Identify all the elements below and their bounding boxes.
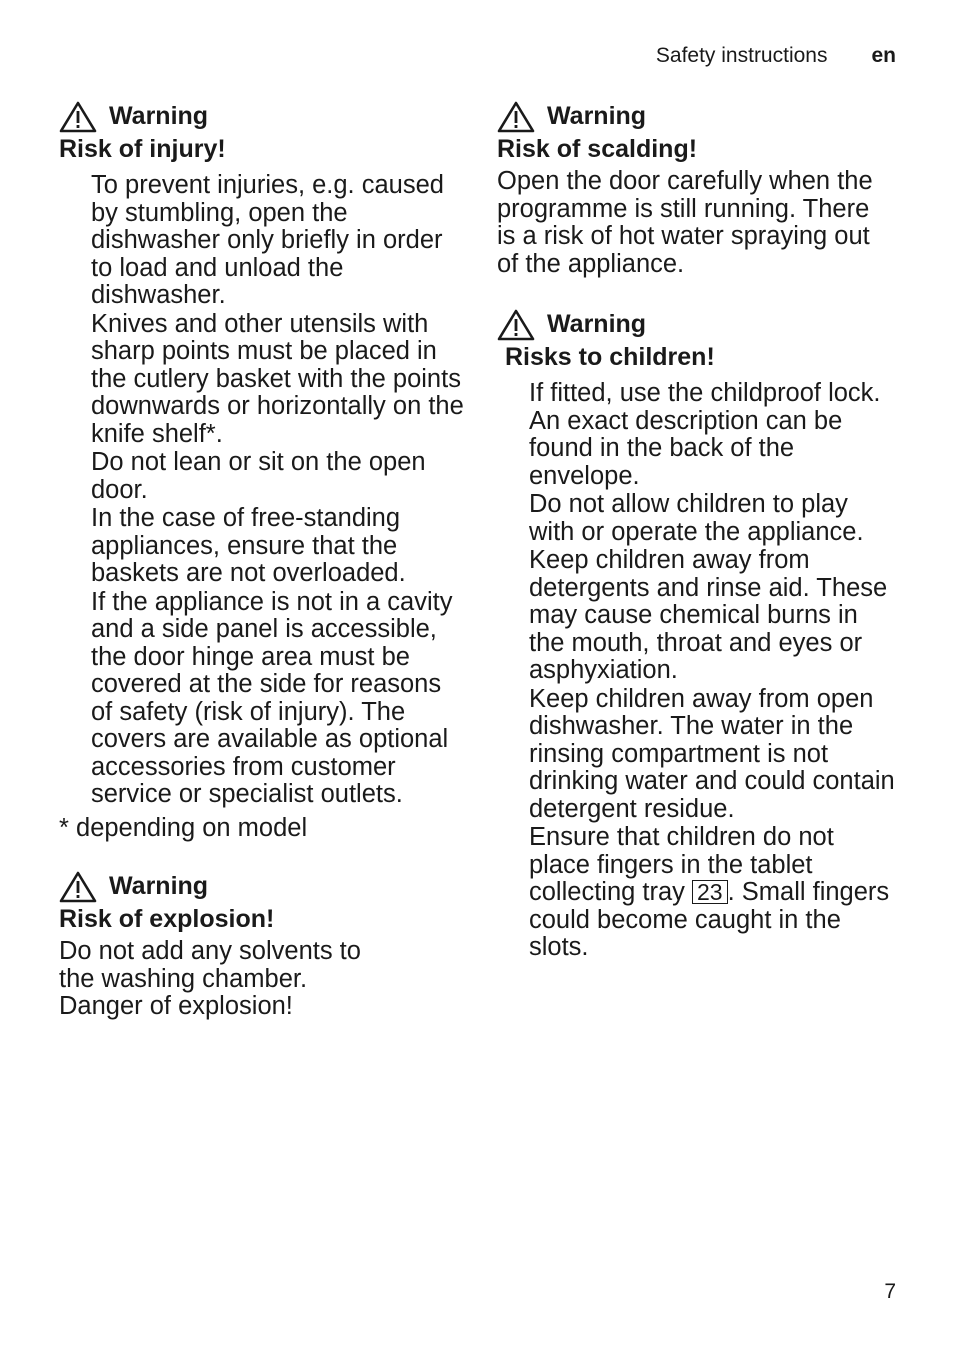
page-header: [656, 44, 896, 68]
section-title: Safety instructions: [655, 44, 828, 67]
children-warning: [497, 308, 917, 962]
scalding-warning: [497, 100, 917, 278]
risk-title: Risk of scalding!: [497, 135, 698, 163]
list-item: Keep children away from detergents and rinse aid. These may cause chemical burns in the mouth, throat and eyes or asphyxiation.: [529, 546, 888, 684]
warning-heading: [497, 100, 917, 133]
body-text: Do not add any solvents to the washing chamber. Danger of explosion!: [59, 937, 361, 1020]
warning-label: Warning: [109, 102, 209, 130]
item-text-before: Ensure that children do not place fingers in the tablet collecting tray: [529, 823, 834, 906]
risk-title: Risk of injury!: [59, 135, 226, 163]
warning-triangle-icon: [59, 871, 97, 903]
warning-label: Warning: [547, 310, 647, 338]
footnote: * depending on model: [59, 813, 308, 842]
warning-label: Warning: [109, 872, 209, 900]
list-item: Do not lean or sit on the open door.: [91, 448, 426, 504]
right-column: [497, 100, 917, 988]
warning-triangle-icon: [59, 101, 97, 133]
left-column: [59, 100, 469, 1047]
list-item: Keep children away from open dishwasher. The water in the rinsing compartment is not drinking water and could contain detergent residue.: [529, 684, 895, 823]
list-item: In the case of free-standing appliances, ensure that the baskets are not overloaded.: [91, 504, 406, 587]
warning-heading: [59, 100, 469, 133]
list-item: Do not allow children to play with or operate the appliance.: [529, 490, 864, 546]
risk-title: Risks to children!: [505, 343, 715, 371]
explosion-warning: [59, 870, 469, 1021]
list-item: If the appliance is not in a cavity and a side panel is accessible, the door hinge area must be covered at the side for reasons of safety (risk of injury). The covers are available as optional accessories from customer service or specialist outlets.: [91, 587, 453, 808]
item-text-after: . Small fingers could become caught in the slots.: [529, 878, 890, 961]
list-item: Knives and other utensils with sharp points must be placed in the cutlery basket with the points downwards or horizontally on the knife shelf*.: [91, 309, 464, 448]
warning-heading: [59, 870, 469, 903]
warning-label: Warning: [547, 102, 647, 130]
risk-title: Risk of explosion!: [59, 905, 275, 933]
language-code: en: [871, 44, 896, 67]
list-item: [529, 824, 899, 962]
injury-warning: [59, 100, 469, 842]
page-number: 7: [884, 1280, 896, 1303]
body-text: Open the door carefully when the programme is still running. There is a risk of hot water spraying out of the appliance.: [497, 167, 873, 278]
warning-heading: [497, 308, 917, 341]
warning-triangle-icon: [497, 101, 535, 133]
list-item: If fitted, use the childproof lock. An exact description can be found in the back of the envelope.: [529, 379, 881, 490]
warning-triangle-icon: [497, 309, 535, 341]
list-item: To prevent injuries, e.g. caused by stumbling, open the dishwasher only briefly in order to load and unload the dishwasher.: [91, 171, 444, 309]
reference-number-box: 23: [692, 880, 728, 904]
